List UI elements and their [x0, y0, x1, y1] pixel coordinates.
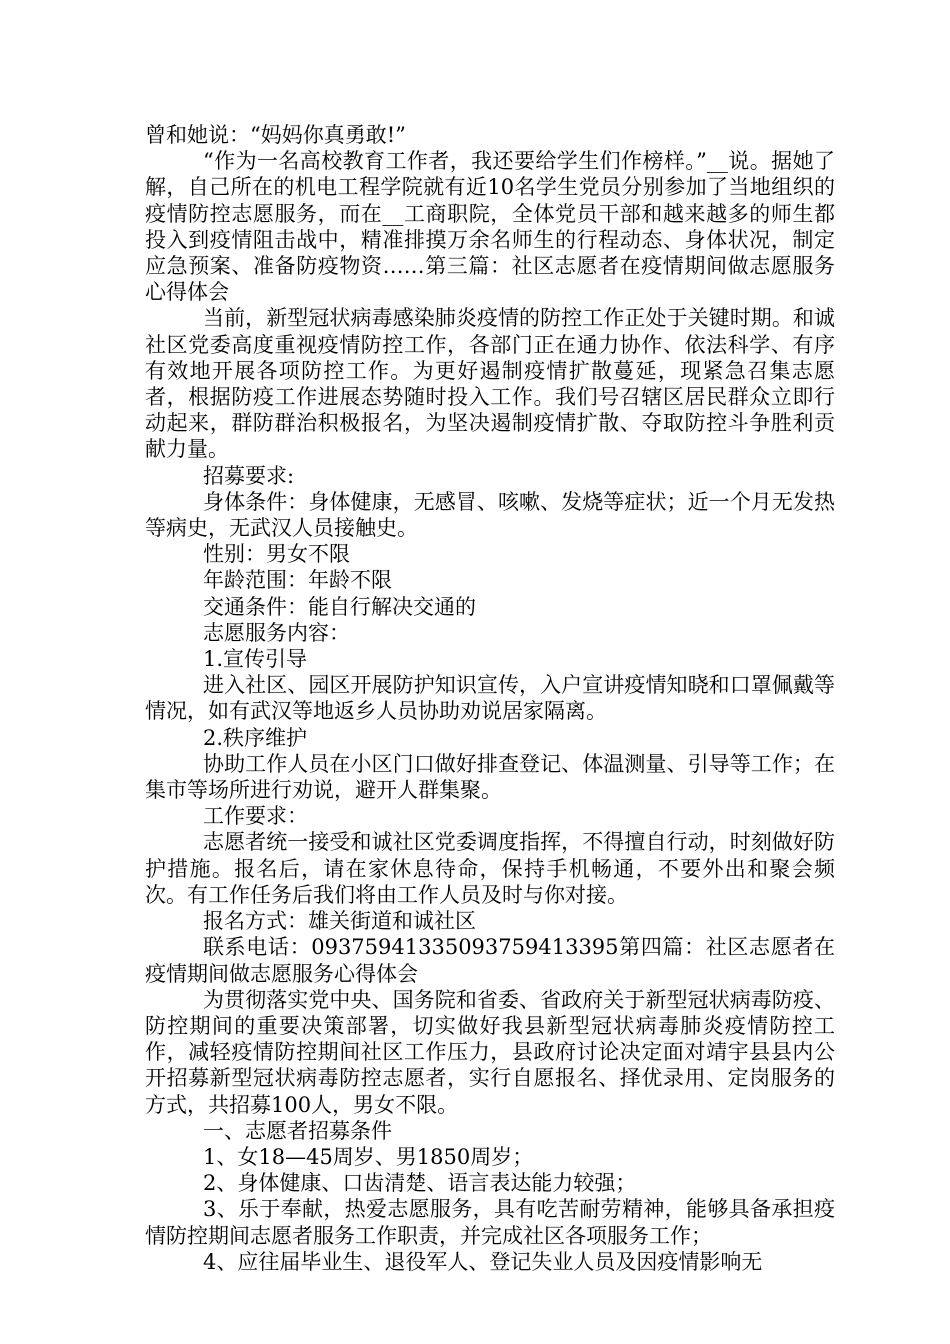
paragraph-20: 1、女18—45周岁、男1850周岁；	[203, 1144, 534, 1169]
paragraph-1: 曾和她说：“妈妈你真勇敢!”	[145, 123, 406, 147]
paragraph-21: 2、身体健康、口齿清楚、语言表达能力较强；	[203, 1171, 637, 1196]
paragraph-12: 2.秩序维护	[203, 725, 308, 750]
paragraph-18: 为贯彻落实党中央、国务院和省委、省政府关于新型冠状病毒防疫、防控期间的重要决策部署，切实做好我县新型冠状病毒肺炎疫情防控工作，减轻疫情防控期间社区工作压力，县政府讨论决定面对靖宇县县内公开招募新型冠状病毒防控志愿者，实行自愿报名、择优录用、定岗服务的方式，共招募100人，男女不限。	[145, 987, 835, 1117]
paragraph-10: 1.宣传引导	[203, 647, 308, 672]
paragraph-16: 报名方式：雄关街道和诚社区	[203, 909, 476, 934]
paragraph-5: 身体条件：身体健康，无感冒、咳嗽、发烧等症状；近一个月无发热等病史，无武汉人员接触史。	[145, 489, 835, 541]
paragraph-4: 招募要求:	[203, 463, 295, 488]
document-body	[145, 122, 835, 1275]
paragraph-13: 协助工作人员在小区门口做好排查登记、体温测量、引导等工作；在集市等场所进行劝说，避开人群集聚。	[145, 751, 835, 803]
paragraph-3: 当前，新型冠状病毒感染肺炎疫情的防控工作正处于关键时期。和诚社区党委高度重视疫情防控工作，各部门正在通力协作、依法科学、有序有效地开展各项防控工作。为更好遏制疫情扩散蔓延，现紧急召集志愿者，根据防疫工作进展态势随时投入工作。我们号召辖区居民群众立即行动起来，群防群治积极报名，为坚决遏制疫情扩散、夺取防控斗争胜利贡献力量。	[145, 306, 835, 462]
paragraph-17: 联系电话：09375941335093759413395第四篇：社区志愿者在疫情期间做志愿服务心得体会	[145, 935, 835, 986]
paragraph-11: 进入社区、园区开展防护知识宣传，入户宣讲疫情知晓和口罩佩戴等情况，如有武汉等地返乡人员协助劝说居家隔离。	[145, 673, 835, 724]
paragraph-23: 4、应往届毕业生、退役军人、登记失业人员及因疫情影响无	[203, 1249, 763, 1274]
paragraph-22: 3、乐于奉献，热爱志愿服务，具有吃苦耐劳精神，能够具备承担疫情防控期间志愿者服务工作职责，并完成社区各项服务工作；	[145, 1197, 835, 1248]
paragraph-15: 志愿者统一接受和诚社区党委调度指挥，不得擅自行动，时刻做好防护措施。报名后，请在家休息待命，保持手机畅通，不要外出和聚会频次。有工作任务后我们将由工作人员及时与你对接。	[145, 830, 835, 907]
paragraph-8: 交通条件：能自行解决交通的	[203, 594, 476, 619]
paragraph-2: “作为一名高校教育工作者，我还要给学生们作榜样。”__说。据她了解，自己所在的机电工程学院就有近10名学生党员分别参加了当地组织的疫情防控志愿服务，而在__工商职院，全体党员干部和越来越多的师生都投入到疫情阻击战中，精准排摸万余名师生的行程动态、身体状况，制定应急预案、准备防疫物资……第三篇：社区志愿者在疫情期间做志愿服务心得体会	[145, 149, 835, 305]
paragraph-14: 工作要求：	[203, 804, 308, 829]
paragraph-19: 一、志愿者招募条件	[203, 1118, 392, 1143]
paragraph-7: 年龄范围：年龄不限	[203, 568, 392, 593]
paragraph-9: 志愿服务内容：	[203, 620, 350, 645]
paragraph-6: 性别：男女不限	[203, 542, 350, 567]
